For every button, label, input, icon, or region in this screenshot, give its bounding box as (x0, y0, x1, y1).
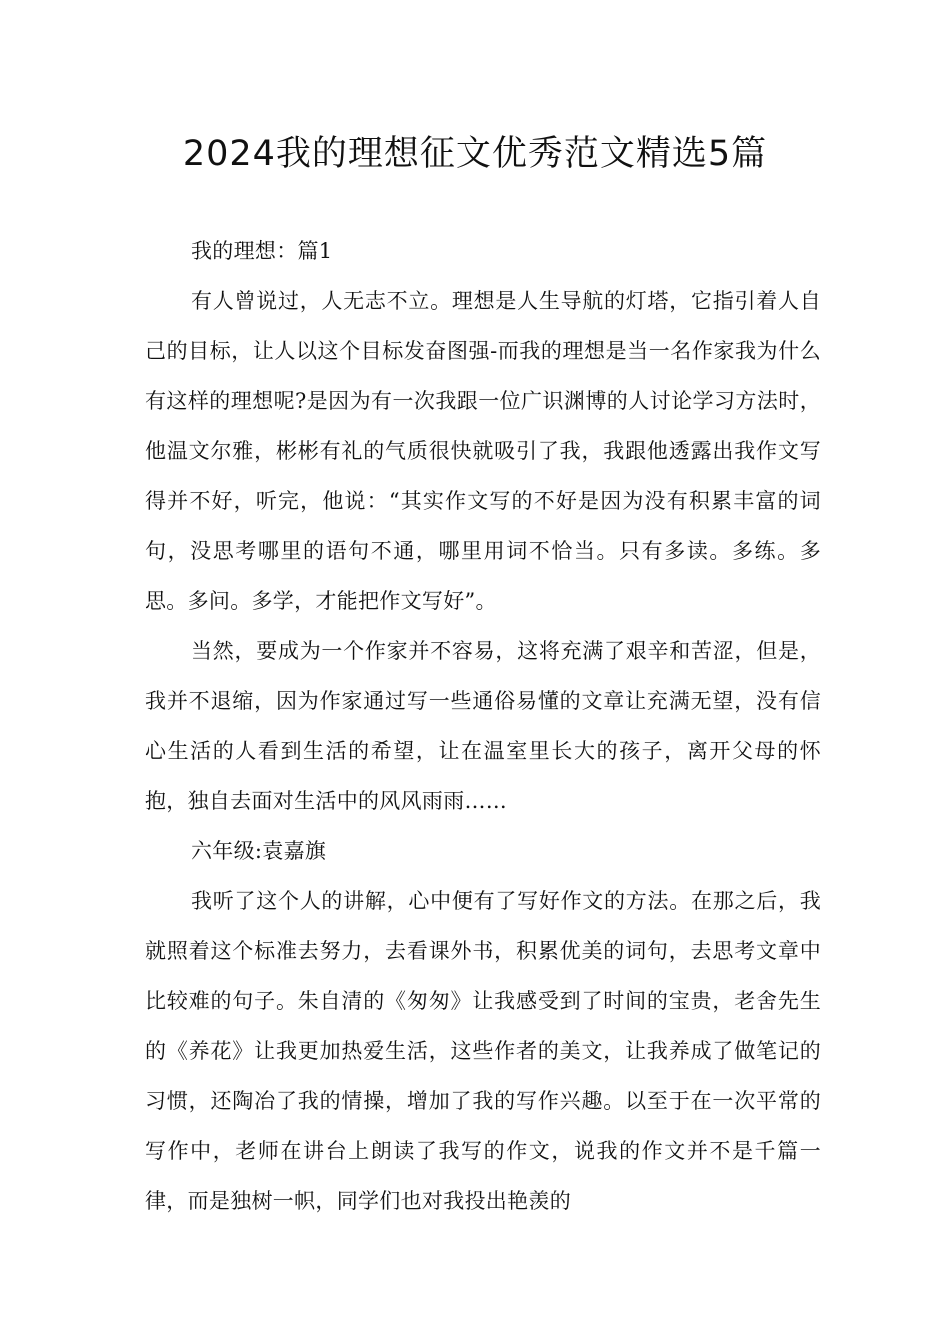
body-paragraph: 有人曾说过，人无志不立。理想是人生导航的灯塔，它指引着人自己的目标，让人以这个目标发奋图强-而我的理想是当一名作家我为什么有这样的理想呢?是因为有一次我跟一位广识渊博的人讨论学习方法时，他温文尔雅，彬彬有礼的气质很快就吸引了我，我跟他透露出我作文写得并不好，听完，他说：“其实作文写的不好是因为没有积累丰富的词句，没思考哪里的语句不通，哪里用词不恰当。只有多读。多练。多思。多问。多学，才能把作文写好”。 (145, 289, 821, 613)
author-line: 六年级:袁嘉旗 (191, 839, 327, 863)
document-title: 2024我的理想征文优秀范文精选5篇 (182, 134, 768, 174)
body-paragraph: 当然，要成为一个作家并不容易，这将充满了艰辛和苦涩，但是，我并不退缩，因为作家通过写一些通俗易懂的文章让充满无望，没有信心生活的人看到生活的希望，让在温室里长大的孩子，离开父母的怀抱，独自去面对生活中的风风雨雨…… (145, 639, 821, 813)
body-paragraph: 我听了这个人的讲解，心中便有了写好作文的方法。在那之后，我就照着这个标准去努力，去看课外书，积累优美的词句，去思考文章中比较难的句子。朱自清的《匆匆》让我感受到了时间的宝贵，老舍先生的《养花》让我更加热爱生活，这些作者的美文，让我养成了做笔记的习惯，还陶冶了我的情操，增加了我的写作兴趣。以至于在一次平常的写作中，老师在讲台上朗读了我写的作文，说我的作文并不是千篇一律，而是独树一帜，同学们也对我投出艳羡的 (145, 889, 821, 1213)
section-heading: 我的理想：篇1 (191, 239, 333, 263)
document-body (145, 226, 821, 1226)
